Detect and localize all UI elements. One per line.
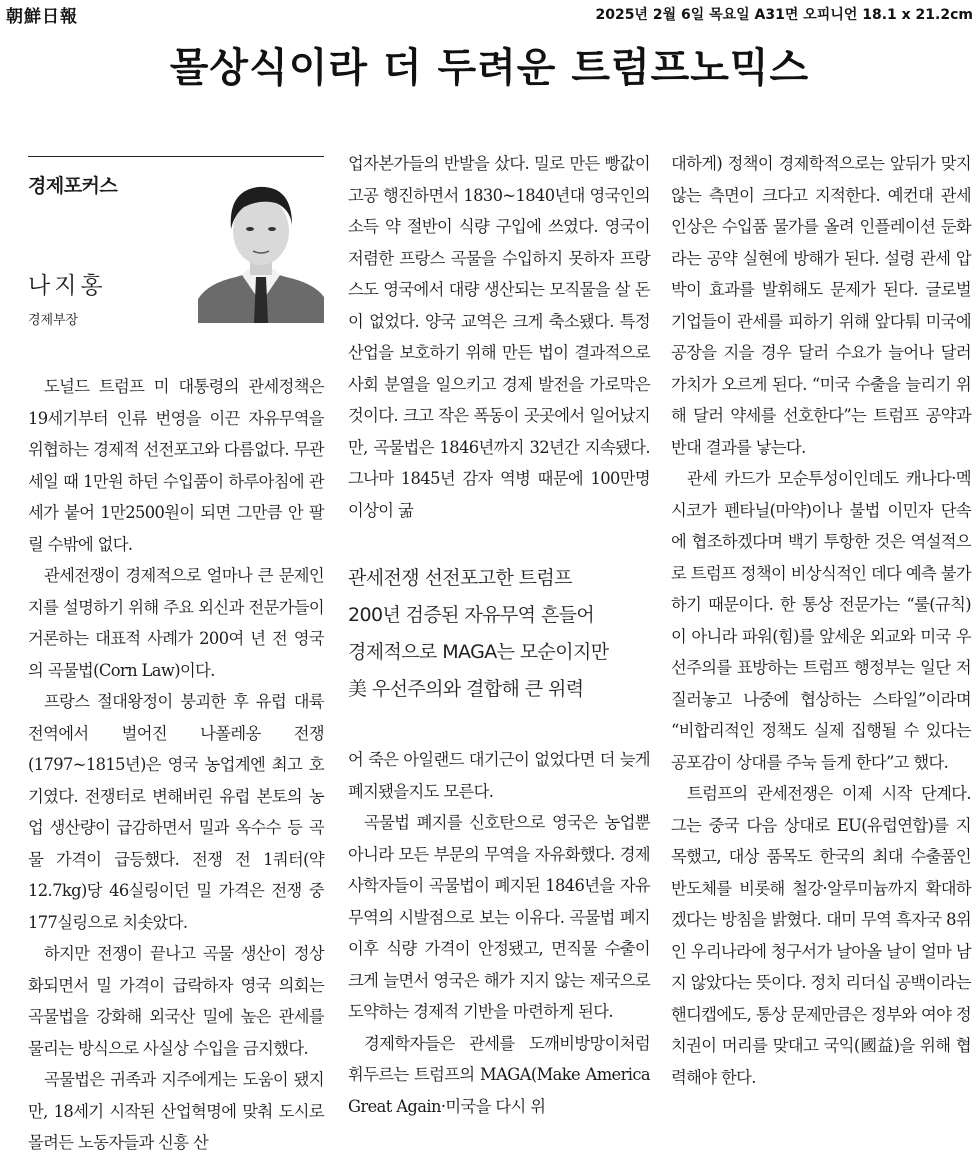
paragraph: 하지만 전쟁이 끝나고 곡물 생산이 정상화되면서 밀 가격이 급락하자 영국 의회는 곡물법을 강화해 외국산 밀에 높은 관세를 물리는 방식으로 사실상 수입을 금지했다. (28, 944, 324, 1058)
paragraph: 곡물법은 귀족과 지주에게는 도움이 됐지만, 18세기 시작된 산업혁명에 맞춰 도시로 몰려든 노동자들과 신흥 산 (28, 1070, 324, 1152)
paragraph: 대하게) 정책이 경제학적으로는 앞뒤가 맞지 않는 측면이 크다고 지적한다. 예컨대 관세 인상은 수입품 물가를 올려 인플레이션 둔화라는 공약 실현에 방해가 된다. 설령 관세 압박이 효과를 발휘해도 문제가 된다. 글로벌 기업들이 관세를 피하기 위해 앞다퉈 미국에 공장을 지을 경우 달러 수요가 늘어나 달러 가치가 오르게 된다. “미국 수출을 늘리기 위해 달러 약세를 선호한다”는 트럼프 공약과 반대 결과를 낳는다. (671, 154, 971, 457)
paragraph: 곡물법 폐지를 신호탄으로 영국은 농업뿐 아니라 모든 부문의 무역을 자유화했다. 경제사학자들이 곡물법이 폐지된 1846년을 자유무역의 시발점으로 보는 이유다. 곡물법 폐지 이후 식량 가격이 안정됐고, 면직물 수출이 크게 늘면서 영국은 해가 지지 않는 제국으로 도약하는 경제적 기반을 마련하게 된다. (348, 813, 650, 1021)
article-column-2 (348, 148, 650, 1122)
top-bar (0, 0, 979, 27)
newspaper-masthead: 朝鮮日報 (6, 7, 78, 27)
paragraph: 트럼프의 관세전쟁은 이제 시작 단계다. 그는 중국 다음 상대로 EU(유럽연합)를 지목했고, 대상 품목도 한국의 최대 수출품인 반도체를 비롯해 철강·알루미늄까지 확대하겠다는 방침을 밝혔다. 대미 무역 흑자국 8위인 우리나라에 청구서가 날아올 날이 얼마 남지 않았다는 뜻이다. 정치 리더십 공백이라는 핸디캡에도, 통상 문제만큼은 정부와 여야 정치권이 머리를 맞대고 국익(國益)을 위해 협력해야 한다. (671, 784, 971, 1087)
article-column-1 (28, 148, 324, 1159)
author-portrait-image (198, 171, 324, 323)
author-photo (198, 171, 324, 323)
pull-quote (348, 560, 650, 708)
article-headline: 몰상식이라 더 두려운 트럼프노믹스 (169, 45, 810, 91)
pull-quote-line: 200년 검증된 자유무역 흔들어 (348, 604, 595, 626)
paragraph: 업자본가들의 반발을 샀다. 밀로 만든 빵값이 고공 행진하면서 1830~1840년대 영국인의 소득 약 절반이 식량 구입에 쓰였다. 영국이 저렴한 프랑스 곡물을 수입하지 못하자 프랑스도 영국에서 대량 생산되는 모직물을 살 돈이 없었다. 양국 교역은 크게 축소됐다. 특정 산업을 보호하기 위해 만든 법이 결과적으로 사회 분열을 일으키고 경제 발전을 가로막은 것이다. 크고 작은 폭동이 곳곳에서 일어났지만, 곡물법은 1846년까지 32년간 지속됐다. 그나마 1845년 감자 역병 때문에 100만명 이상이 굶 (348, 154, 650, 520)
dateline: 2025년 2월 6일 목요일 A31면 오피니언 18.1 x 21.2cm (595, 7, 973, 23)
author-name: 나지홍 (28, 273, 107, 299)
pull-quote-line: 美 우선주의와 결합해 큰 위력 (348, 678, 584, 700)
paragraph: 관세전쟁이 경제적으로 얼마나 큰 문제인지를 설명하기 위해 주요 외신과 전문가들이 거론하는 대표적 사례가 200여 년 전 영국의 곡물법(Corn Law)이다. (28, 566, 324, 680)
paragraph: 프랑스 절대왕정이 붕괴한 후 유럽 대륙 전역에서 벌어진 나폴레옹 전쟁(1797~1815년)은 영국 농업계엔 최고 호기였다. 전쟁터로 변해버린 유럽 본토의 농업 생산량이 급감하면서 밀과 옥수수 등 곡물 가격이 급등했다. 전쟁 전 1쿼터(약 12.7kg)당 46실링이던 밀 가격은 전쟁 중 177실링으로 치솟았다. (28, 692, 324, 932)
pull-quote-line: 경제적으로 MAGA는 모순이지만 (348, 641, 609, 663)
pull-quote-line: 관세전쟁 선전포고한 트럼프 (348, 567, 572, 589)
paragraph: 관세 카드가 모순투성이인데도 캐나다·멕시코가 펜타닐(마약)이나 불법 이민자 단속에 협조하겠다며 백기 투항한 것은 역설적으로 트럼프 정책이 비상식적인 데다 예측 불가하기 때문이다. 한 통상 전문가는 “룰(규칙)이 아니라 파워(힘)를 앞세운 외교와 미국 우선주의를 표방하는 트럼프 행정부는 일단 저질러놓고 나중에 협상하는 스타일”이라며 “비합리적인 정책도 실제 집행될 수 있다는 공포감이 상대를 주눅 들게 한다”고 했다. (671, 469, 971, 772)
paragraph: 경제학자들은 관세를 도깨비방망이처럼 휘두르는 트럼프의 MAGA(Make America Great Again·미국을 다시 위 (348, 1033, 650, 1116)
byline-box (28, 171, 324, 371)
column-name: 경제포커스 (28, 175, 118, 197)
author-title: 경제부장 (28, 313, 79, 328)
paragraph: 도널드 트럼프 미 대통령의 관세정책은 19세기부터 인류 번영을 이끈 자유무역을 위협하는 경제적 선전포고와 다름없다. 무관세일 때 1만원 하던 수입품이 하루아침에 관세가 붙어 1만2500원이 되면 그만큼 안 팔릴 수밖에 없다. (28, 377, 324, 554)
paragraph: 어 죽은 아일랜드 대기근이 없었다면 더 늦게 폐지됐을지도 모른다. (348, 750, 650, 801)
column-top-rule (28, 156, 324, 157)
article-column-3 (671, 148, 971, 1093)
